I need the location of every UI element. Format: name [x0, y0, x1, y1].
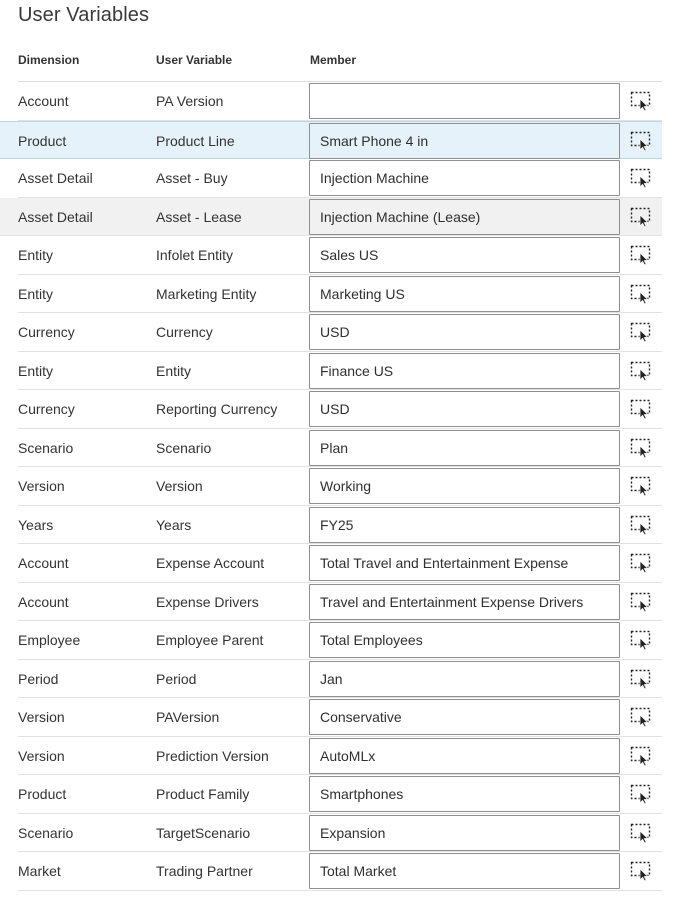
table-row — [18, 737, 662, 776]
dimension-cell: Scenario — [18, 439, 74, 456]
dimension-cell: Version — [18, 747, 65, 764]
user-variable-cell: Employee Parent — [156, 632, 264, 648]
member-selector-icon[interactable] — [630, 130, 652, 152]
member-input[interactable] — [309, 545, 620, 581]
dimension-cell: Currency — [18, 401, 75, 417]
table-row — [18, 467, 662, 506]
user-variable-cell: Asset - Buy — [156, 170, 228, 186]
member-input[interactable] — [309, 314, 620, 350]
dimension-cell: Employee — [18, 632, 81, 648]
dimension-cell: Account — [18, 593, 69, 610]
dimension-cell: Scenario — [18, 824, 74, 841]
table-row — [18, 275, 662, 314]
member-selector-icon[interactable] — [630, 706, 652, 728]
member-input[interactable] — [309, 276, 620, 312]
member-input[interactable] — [309, 853, 620, 889]
member-input[interactable] — [309, 507, 620, 543]
table-row — [18, 775, 662, 814]
dimension-cell: Entity — [18, 247, 54, 263]
table-row — [18, 429, 662, 468]
dimension-cell: Product — [18, 132, 67, 149]
dimension-cell: Account — [18, 555, 69, 571]
member-selector-icon[interactable] — [630, 360, 652, 382]
dimension-cell: Asset Detail — [18, 170, 93, 186]
table-row — [18, 390, 662, 429]
member-input[interactable] — [309, 699, 620, 735]
user-variable-cell: PA Version — [156, 93, 224, 109]
user-variable-cell: Product Line — [156, 132, 235, 149]
member-selector-icon[interactable] — [630, 860, 652, 882]
dimension-cell: Currency — [18, 324, 75, 340]
table-row — [18, 698, 662, 737]
table-row — [18, 852, 662, 891]
header-member: Member — [310, 53, 357, 67]
table-body — [18, 82, 662, 891]
member-selector-icon[interactable] — [630, 206, 652, 228]
user-variable-cell: Years — [156, 516, 192, 533]
dimension-cell: Version — [18, 478, 65, 494]
table-row — [18, 814, 662, 853]
member-input[interactable] — [309, 738, 620, 774]
table-row — [18, 313, 662, 352]
table-row — [18, 660, 662, 699]
dimension-cell: Market — [18, 863, 61, 879]
user-variable-cell: Trading Partner — [156, 863, 253, 879]
dimension-cell: Entity — [18, 285, 54, 302]
member-input[interactable] — [309, 391, 620, 427]
user-variables-table — [18, 43, 662, 891]
table-row — [18, 159, 662, 198]
dimension-cell: Account — [18, 93, 69, 109]
table-row — [18, 352, 662, 391]
user-variable-cell: Asset - Lease — [156, 208, 242, 225]
member-input[interactable] — [309, 160, 620, 196]
member-selector-icon[interactable] — [630, 244, 652, 266]
member-selector-icon[interactable] — [630, 668, 652, 690]
page-title: User Variables — [18, 4, 150, 26]
member-selector-icon[interactable] — [630, 90, 652, 112]
member-selector-icon[interactable] — [630, 514, 652, 536]
member-input[interactable] — [309, 661, 620, 697]
dimension-cell: Asset Detail — [18, 208, 93, 225]
user-variable-cell: Product Family — [156, 786, 250, 802]
member-input[interactable] — [309, 237, 620, 273]
dimension-cell: Version — [18, 709, 65, 725]
member-input[interactable] — [309, 776, 620, 812]
member-input[interactable] — [309, 622, 620, 658]
member-input[interactable] — [309, 430, 620, 466]
dimension-cell: Years — [18, 516, 54, 533]
header-dimension: Dimension — [18, 53, 80, 67]
user-variable-cell: Expense Drivers — [156, 593, 259, 610]
table-row — [0, 121, 662, 160]
table-row — [0, 198, 662, 237]
member-selector-icon[interactable] — [630, 822, 652, 844]
user-variable-cell: Scenario — [156, 439, 212, 456]
member-selector-icon[interactable] — [630, 475, 652, 497]
user-variable-cell: Prediction Version — [156, 747, 269, 764]
member-selector-icon[interactable] — [630, 283, 652, 305]
user-variable-cell: Infolet Entity — [156, 247, 234, 263]
user-variable-cell: Expense Account — [156, 555, 265, 571]
user-variable-cell: Entity — [156, 362, 192, 379]
header-user-variable: User Variable — [156, 53, 233, 67]
member-selector-icon[interactable] — [630, 783, 652, 805]
member-input[interactable] — [309, 199, 620, 235]
member-selector-icon[interactable] — [630, 552, 652, 574]
member-input[interactable] — [309, 468, 620, 504]
member-selector-icon[interactable] — [630, 591, 652, 613]
member-input[interactable] — [309, 584, 620, 620]
table-row — [18, 621, 662, 660]
member-input[interactable] — [309, 353, 620, 389]
table-row — [18, 506, 662, 545]
user-variable-cell: PAVersion — [156, 709, 220, 725]
member-selector-icon[interactable] — [630, 167, 652, 189]
dimension-cell: Entity — [18, 362, 54, 379]
user-variable-cell: Currency — [156, 324, 213, 340]
dimension-cell: Product — [18, 786, 67, 802]
member-selector-icon[interactable] — [630, 629, 652, 651]
table-row — [18, 583, 662, 622]
member-input[interactable] — [309, 83, 620, 119]
member-input[interactable] — [309, 123, 620, 159]
user-variable-cell: TargetScenario — [156, 824, 251, 841]
user-variable-cell: Version — [156, 478, 203, 494]
member-selector-icon[interactable] — [630, 398, 652, 420]
member-selector-icon[interactable] — [630, 321, 652, 343]
dimension-cell: Period — [18, 670, 59, 687]
table-row — [18, 544, 662, 583]
member-selector-icon[interactable] — [630, 437, 652, 459]
member-input[interactable] — [309, 815, 620, 851]
table-row — [18, 82, 662, 121]
table-header — [18, 43, 662, 82]
user-variable-cell: Marketing Entity — [156, 285, 257, 302]
table-row — [18, 236, 662, 275]
user-variable-cell: Reporting Currency — [156, 401, 278, 417]
user-variable-cell: Period — [156, 670, 197, 687]
member-selector-icon[interactable] — [630, 745, 652, 767]
